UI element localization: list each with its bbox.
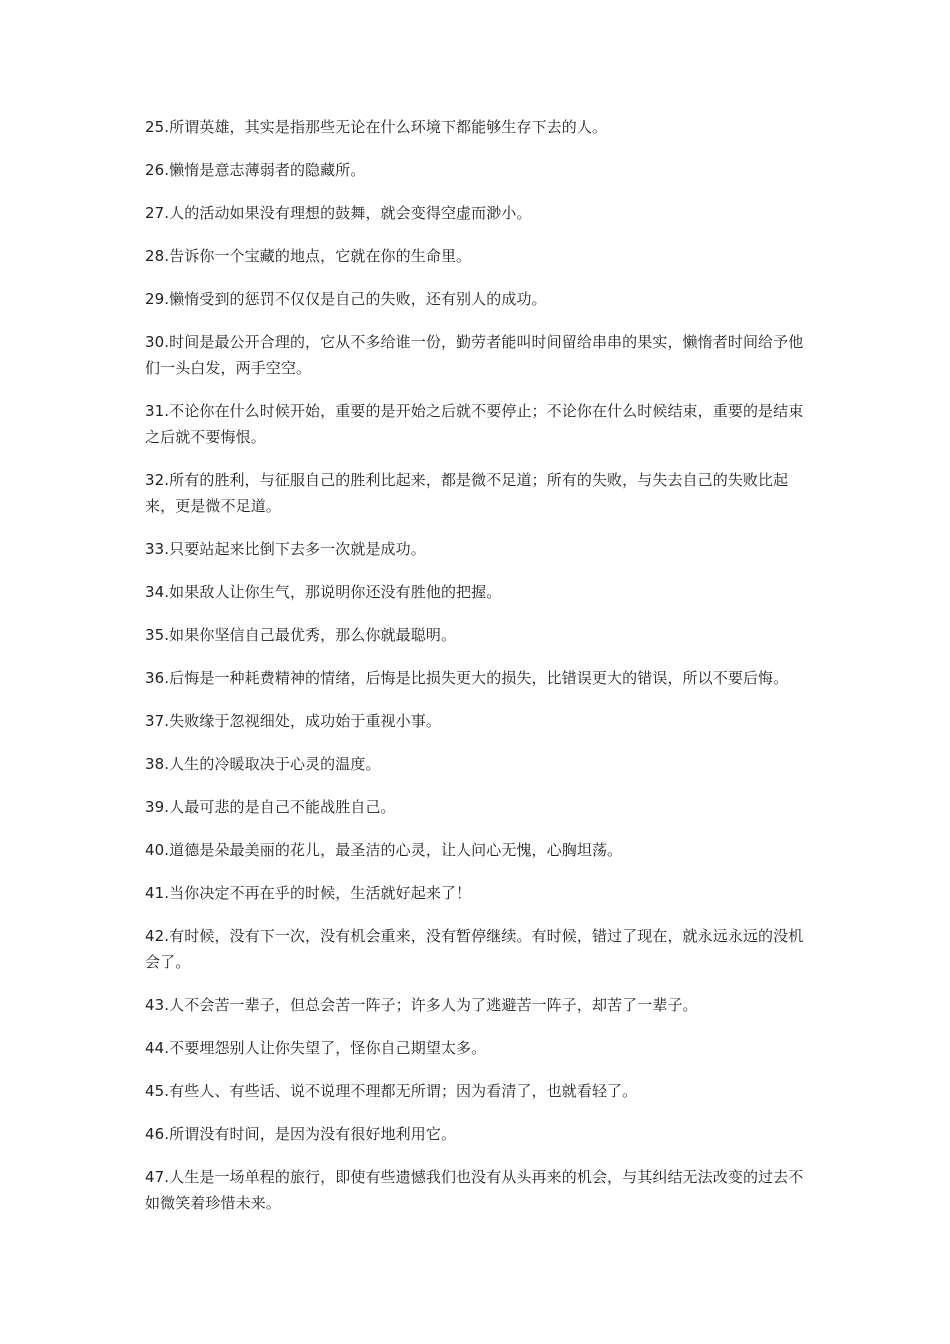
quote-43: 43.人不会苦一辈子，但总会苦一阵子；许多人为了逃避苦一阵子，却苦了一辈子。 <box>145 996 698 1014</box>
quote-30: 30.时间是最公开合理的，它从不多给谁一份，勤劳者能叫时间留给串串的果实，懒惰者时间给予他们一头白发，两手空空。 <box>145 333 804 377</box>
quote-28: 28.告诉你一个宝藏的地点，它就在你的生命里。 <box>145 247 472 265</box>
quote-38: 38.人生的冷暖取决于心灵的温度。 <box>145 755 381 773</box>
quote-44: 44.不要埋怨别人让你失望了，怪你自己期望太多。 <box>145 1039 487 1057</box>
quote-29: 29.懒惰受到的惩罚不仅仅是自己的失败，还有别人的成功。 <box>145 290 547 308</box>
quote-36: 36.后悔是一种耗费精神的情绪，后悔是比损失更大的损失，比错误更大的错误，所以不要后悔。 <box>145 669 789 687</box>
quote-42: 42.有时候，没有下一次，没有机会重来，没有暂停继续。有时候，错过了现在，就永远永远的没机会了。 <box>145 927 804 971</box>
quote-31: 31.不论你在什么时候开始，重要的是开始之后就不要停止；不论你在什么时候结束，重要的是结束之后就不要悔恨。 <box>145 402 804 446</box>
quote-40: 40.道德是朵最美丽的花儿，最圣洁的心灵，让人问心无愧，心胸坦荡。 <box>145 841 623 859</box>
quote-39: 39.人最可悲的是自己不能战胜自己。 <box>145 798 396 816</box>
quote-35: 35.如果你坚信自己最优秀，那么你就最聪明。 <box>145 626 457 644</box>
quote-46: 46.所谓没有时间，是因为没有很好地利用它。 <box>145 1125 457 1143</box>
quote-27: 27.人的活动如果没有理想的鼓舞，就会变得空虚而渺小。 <box>145 204 532 222</box>
quote-25: 25.所谓英雄，其实是指那些无论在什么环境下都能够生存下去的人。 <box>145 118 608 136</box>
quote-37: 37.失败缘于忽视细处，成功始于重视小事。 <box>145 712 441 730</box>
quote-45: 45.有些人、有些话、说不说理不理都无所谓；因为看清了，也就看轻了。 <box>145 1082 638 1100</box>
quote-32: 32.所有的胜利，与征服自己的胜利比起来，都是微不足道；所有的失败，与失去自己的失败比起来，更是微不足道。 <box>145 471 789 515</box>
quote-41: 41.当你决定不再在乎的时候，生活就好起来了！ <box>145 884 472 902</box>
quote-47: 47.人生是一场单程的旅行，即使有些遗憾我们也没有从头再来的机会，与其纠结无法改变的过去不如微笑着珍惜未来。 <box>145 1168 804 1212</box>
quote-34: 34.如果敌人让你生气，那说明你还没有胜他的把握。 <box>145 583 502 601</box>
quote-26: 26.懒惰是意志薄弱者的隐藏所。 <box>145 161 366 179</box>
quote-33: 33.只要站起来比倒下去多一次就是成功。 <box>145 540 426 558</box>
document-page <box>145 114 807 1233</box>
